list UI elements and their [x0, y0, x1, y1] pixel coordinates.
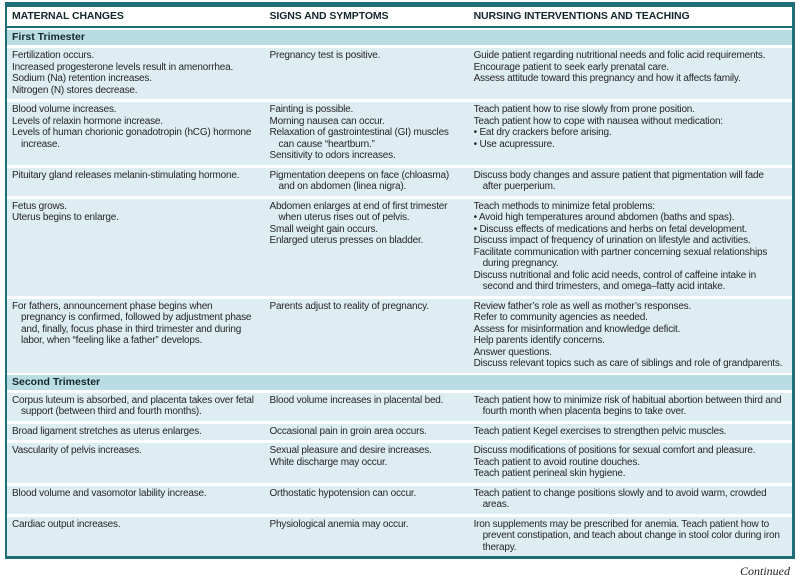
cell-signs-and-symptoms [264, 426, 468, 438]
text-line: Teach patient perineal skin hygiene. [473, 468, 626, 479]
table-row [7, 443, 792, 483]
cell-signs-and-symptoms [264, 395, 468, 418]
column-header-maternal-changes: MATERNAL CHANGES [12, 10, 124, 22]
text-line: Teach patient to change positions slowly and to avoid warm, crowded areas. [473, 487, 767, 510]
text-line: Nitrogen (N) stores decrease. [12, 84, 138, 96]
text-line: Corpus luteum is absorbed, and placenta takes over fetal support (between third and fourth months). [12, 394, 254, 417]
bullet-line: • Use acupressure. [473, 138, 555, 150]
text-line: Blood volume and vasomotor lability increase. [12, 487, 207, 499]
table-row [7, 486, 792, 514]
text-line: Sodium (Na) retention increases. [12, 73, 152, 84]
table-row [7, 168, 792, 196]
text-line: Answer questions. [473, 346, 552, 358]
cell-nursing-interventions [469, 519, 792, 554]
cell-nursing-interventions [469, 201, 792, 293]
table-row [7, 48, 792, 99]
text-line: Iron supplements may be prescribed for anemia. Teach patient how to prevent constipation, and teach about change in stool color during iron therapy. [473, 518, 780, 553]
cell-nursing-interventions [469, 104, 792, 162]
text-line: Morning nausea can occur. [269, 115, 385, 127]
text-line: White discharge may occur. [269, 456, 388, 468]
cell-signs-and-symptoms [264, 170, 468, 193]
table-row [7, 517, 792, 557]
text-line: Discuss body changes and assure patient that pigmentation will fade after puerperium. [473, 169, 764, 192]
text-line: Increased progesterone levels result in amenorrhea. [12, 61, 234, 73]
text-line: Blood volume increases. [12, 104, 117, 115]
text-line: Help parents identify concerns. [473, 335, 605, 346]
text-line: Parents adjust to reality of pregnancy. [269, 300, 429, 312]
cell-nursing-interventions [469, 445, 792, 480]
cell-nursing-interventions [469, 301, 792, 370]
cell-nursing-interventions [469, 50, 792, 96]
cell-maternal-changes [7, 426, 264, 438]
text-line: Facilitate communication with partner concerning sexual relationships during pregnancy. [473, 246, 768, 269]
cell-maternal-changes [7, 488, 264, 511]
text-line: For fathers, announcement phase begins when pregnancy is confirmed, followed by adjustment phase and, finally, focus phase in third trimester and during labor, when “feeling like a father” develops. [12, 300, 252, 346]
bullet-line: • Avoid high temperatures around abdomen (baths and spas). [473, 212, 735, 223]
text-line: Sensitivity to odors increases. [269, 150, 396, 161]
section-header-first-trimester: First Trimester [7, 30, 792, 45]
text-line: Cardiac output increases. [12, 518, 121, 530]
text-line: Fainting is possible. [269, 104, 354, 115]
cell-maternal-changes [7, 395, 264, 418]
text-line: Refer to community agencies as needed. [473, 312, 648, 323]
cell-nursing-interventions [469, 170, 792, 193]
text-line: Enlarged uterus presses on bladder. [269, 235, 424, 246]
cell-signs-and-symptoms [264, 488, 468, 511]
cell-signs-and-symptoms [264, 519, 468, 554]
text-line: Vascularity of pelvis increases. [12, 445, 142, 456]
table-header-row [7, 7, 792, 28]
cell-maternal-changes [7, 201, 264, 293]
cell-maternal-changes [7, 301, 264, 370]
text-line: Teach patient Kegel exercises to strengthen pelvic muscles. [473, 425, 727, 437]
text-line: Discuss nutritional and folic acid needs, control of caffeine intake in second and third trimesters, and omega–fatty acid intake. [473, 269, 757, 292]
text-line: Levels of human chorionic gonadotropin (hCG) hormone increase. [12, 127, 252, 150]
text-line: Pigmentation deepens on face (chloasma) and on abdomen (linea nigra). [269, 169, 450, 192]
cell-signs-and-symptoms [264, 50, 468, 96]
text-line: Guide patient regarding nutritional needs and folic acid requirements. [473, 50, 766, 61]
text-line: Encourage patient to seek early prenatal care. [473, 61, 669, 73]
text-line: Discuss modifications of positions for sexual comfort and pleasure. [473, 445, 756, 456]
section-header-second-trimester: Second Trimester [7, 375, 792, 390]
text-line: Teach patient to avoid routine douches. [473, 456, 640, 468]
cell-maternal-changes [7, 50, 264, 96]
text-line: Teach patient how to cope with nausea without medication: [473, 115, 723, 127]
cell-maternal-changes [7, 445, 264, 480]
cell-maternal-changes [7, 104, 264, 162]
table-row [7, 102, 792, 165]
cell-signs-and-symptoms [264, 104, 468, 162]
text-line: Levels of relaxin hormone increase. [12, 115, 163, 127]
cell-signs-and-symptoms [264, 201, 468, 293]
cell-signs-and-symptoms [264, 301, 468, 370]
cell-nursing-interventions [469, 395, 792, 418]
cell-signs-and-symptoms [264, 445, 468, 480]
table-body [7, 30, 792, 556]
table-row [7, 393, 792, 421]
cell-nursing-interventions [469, 488, 792, 511]
column-header-nursing-interventions-and-teaching: NURSING INTERVENTIONS AND TEACHING [473, 10, 690, 22]
text-line: Blood volume increases in placental bed. [269, 394, 444, 406]
text-line: Teach patient how to rise slowly from prone position. [473, 104, 695, 115]
text-line: Discuss impact of frequency of urination on lifestyle and activities. [473, 235, 751, 246]
bullet-line: • Eat dry crackers before arising. [473, 127, 612, 138]
text-line: Review father’s role as well as mother’s responses. [473, 300, 692, 312]
pregnancy-trimester-table [5, 2, 795, 559]
text-line: Uterus begins to enlarge. [12, 212, 119, 223]
text-line: Orthostatic hypotension can occur. [269, 487, 417, 499]
text-line: Physiological anemia may occur. [269, 518, 409, 530]
text-line: Small weight gain occurs. [269, 223, 378, 235]
bullet-line: • Discuss effects of medications and herbs on fetal development. [473, 223, 748, 235]
text-line: Discuss relevant topics such as care of siblings and role of grandparents. [473, 358, 783, 369]
continued-label: Continued [740, 564, 790, 578]
text-line: Teach methods to minimize fetal problems: [473, 200, 655, 212]
text-line: Relaxation of gastrointestinal (GI) muscles can cause “heartburn.” [269, 127, 449, 150]
column-header-signs-and-symptoms: SIGNS AND SYMPTOMS [269, 10, 389, 22]
text-line: Pituitary gland releases melanin-stimulating hormone. [12, 169, 240, 181]
text-line: Pregnancy test is positive. [269, 50, 381, 61]
text-line: Assess attitude toward this pregnancy and how it affects family. [473, 73, 741, 84]
text-line: Assess for misinformation and knowledge deficit. [473, 323, 681, 335]
text-line: Fertilization occurs. [12, 50, 94, 61]
cell-maternal-changes [7, 170, 264, 193]
text-line: Sexual pleasure and desire increases. [269, 445, 432, 456]
table-row [7, 299, 792, 373]
text-line: Teach patient how to minimize risk of habitual abortion between third and fourth month when placenta begins to take over. [473, 394, 782, 417]
cell-nursing-interventions [469, 426, 792, 438]
text-line: Abdomen enlarges at end of first trimester when uterus rises out of pelvis. [269, 200, 448, 223]
table-row [7, 199, 792, 296]
table-row [7, 424, 792, 441]
cell-maternal-changes [7, 519, 264, 554]
text-line: Broad ligament stretches as uterus enlarges. [12, 425, 202, 437]
text-line: Fetus grows. [12, 200, 67, 212]
text-line: Occasional pain in groin area occurs. [269, 425, 427, 437]
